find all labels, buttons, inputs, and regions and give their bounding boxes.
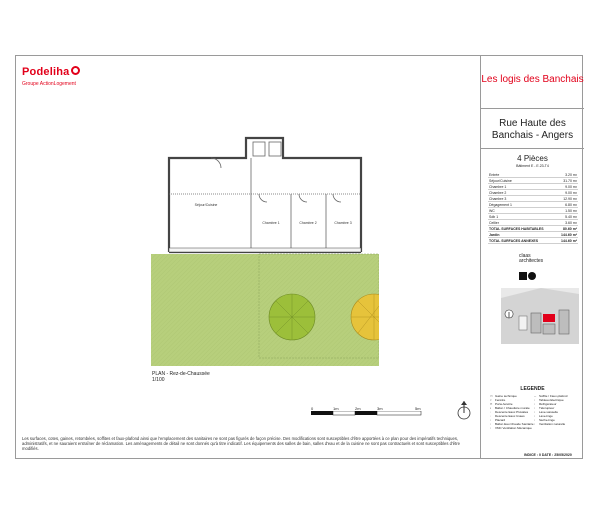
legend-symbol-icon: ⊓	[490, 402, 493, 406]
legend-symbol-icon: ▫	[534, 422, 536, 426]
legend-symbol-icon: ▫	[490, 422, 492, 426]
plan-caption	[152, 371, 210, 383]
legend-label: Ballon / Chaudière murale	[495, 406, 530, 410]
legend-label: Placard	[495, 418, 506, 422]
room-label-chambre-3: Chambre 3	[334, 221, 352, 225]
legend-symbol-icon: ▫	[534, 406, 536, 410]
surface-label: Chambre 1	[488, 184, 556, 190]
surface-value: 144.60 m²	[556, 232, 578, 238]
architect-name: claas	[519, 253, 531, 259]
surface-table	[488, 172, 578, 244]
legal-disclaimer: Les surfaces, cotes, gaines, retombées, soffites et faux-plafond ainsi que l'emplacement des sanitaires ne sont pas figurés de façon précise. Des modifications sont susceptibles d'être apportées à ce plan pour des impératifs techniques, administratifs, et ne sauraient entraîner de réclamation. Les aménagements de détail ne sont donnés qu'à titre indicatif. Les équipements des salles de bain, salles d'eau et de la cuisine ne sont pas contractuels et sont susceptibles d'être modifiés.	[22, 436, 460, 452]
scale-tick-label: 0	[311, 406, 314, 411]
surface-label: TOTAL SURFACES HABITABLES	[488, 226, 556, 232]
surface-value: 6.80 m²	[556, 202, 578, 208]
floor-plan	[151, 136, 379, 368]
surface-value: 5.40 m²	[556, 214, 578, 220]
legend-label: Lave-vaisselle	[539, 410, 559, 414]
sheet-divider	[480, 56, 481, 458]
architect-circle-icon	[528, 272, 536, 280]
surface-label: WC	[488, 208, 556, 214]
legend-symbol-icon: ▭	[490, 394, 493, 398]
architect-mark-icon	[519, 267, 536, 285]
surface-value: 9.00 m²	[556, 184, 578, 190]
surface-value: 80.60 m²	[556, 226, 578, 232]
legend-title: LEGENDE	[520, 386, 545, 392]
building-ref: Bâtiment E - E.23-T4	[516, 164, 549, 168]
legend-symbol-icon: ─	[534, 394, 537, 398]
scale-tick-label: 3m	[377, 406, 383, 411]
legend-label: Ventilation naturelle	[539, 422, 566, 426]
plan-scale: 1/100	[152, 377, 165, 383]
legend-label: Fenêtre	[495, 398, 506, 402]
project-address: Rue Haute des Banchais - Angers	[491, 118, 574, 141]
surface-label: Séjour/Cuisine	[488, 178, 556, 184]
plan-sheet	[15, 55, 583, 459]
surface-value: 31.70 m²	[556, 178, 578, 184]
surface-label: Jardin	[488, 232, 556, 238]
north-arrow-icon	[456, 401, 472, 421]
legend-symbol-icon: ▫	[490, 426, 492, 430]
surface-label: TOTAL SURFACES ANNEXES	[488, 238, 556, 244]
room-label-sejour: Séjour/Cuisine	[194, 203, 218, 207]
legend	[490, 394, 580, 430]
surface-value: 12.90 m²	[556, 196, 578, 202]
legend-symbol-icon: ▪	[490, 406, 492, 410]
scale-tick-label: 5m	[415, 406, 421, 411]
legend-label: Descente Eaux Pluviales	[495, 410, 529, 414]
scale-tick-label: 2m	[355, 406, 361, 411]
surface-label: Entrée	[488, 172, 556, 178]
legend-symbol-icon: ◦	[490, 410, 492, 414]
surface-value: 3.20 m²	[556, 172, 578, 178]
legend-symbol-icon: ▫	[534, 418, 536, 422]
legend-column-right	[534, 394, 578, 426]
legend-label: Gaine technique	[495, 394, 517, 398]
surface-label: Chambre 3	[488, 196, 556, 202]
plan-title: PLAN - Rez-de-Chaussée	[152, 371, 210, 377]
legend-item	[534, 422, 578, 426]
surface-label: Cellier	[488, 220, 556, 226]
address-separator	[481, 148, 584, 149]
scale-tick-label: 1m	[333, 406, 339, 411]
unit-type: 4 Pièces	[517, 154, 548, 163]
logo-row	[22, 62, 102, 80]
surface-value: 3.60 m²	[556, 220, 578, 226]
project-title: Les logis des Banchais	[481, 74, 584, 85]
legend-symbol-icon: ▿	[490, 398, 492, 402]
room-label-chambre-1: Chambre 1	[262, 221, 280, 225]
legend-label: Sèche-linge	[539, 418, 555, 422]
surface-label: Chambre 2	[488, 190, 556, 196]
revision-index: INDICE : 0 DATE : 25/05/2020	[524, 453, 572, 457]
legend-label: Tableau Electrique	[539, 398, 564, 402]
surface-label: Sdb 1	[488, 214, 556, 220]
legend-label: Descente Eaux Usées	[495, 414, 525, 418]
legend-label: Télérupteur	[539, 406, 555, 410]
legend-item	[490, 426, 534, 430]
legend-column-left	[490, 394, 534, 430]
brand-mark-icon	[71, 66, 80, 75]
legend-label: Soffite / Faux-plafond	[539, 394, 568, 398]
surface-value: 144.60 m²	[556, 238, 578, 244]
legend-symbol-icon: ▫	[534, 410, 536, 414]
legend-label: VMC Ventilation Mécanique	[495, 426, 532, 430]
legend-symbol-icon: ▫	[534, 398, 536, 402]
legend-label: Porte-fenêtre	[495, 402, 513, 406]
surface-value: 9.00 m²	[556, 190, 578, 196]
legend-label: Ballon Eau Chaude Sanitaire	[495, 422, 534, 426]
brand-tagline: Groupe ActionLogement	[22, 81, 76, 87]
surface-label: Dégagement 1	[488, 202, 556, 208]
architect-square-icon	[519, 272, 527, 280]
legend-symbol-icon: ▫	[490, 418, 492, 422]
legend-symbol-icon: ◦	[490, 414, 492, 418]
legend-symbol-icon: ▫	[534, 402, 536, 406]
brand-logo	[22, 62, 102, 87]
surface-total-row	[488, 238, 578, 244]
architect-subtitle: architectes	[519, 258, 544, 264]
room-label-chambre-2: Chambre 2	[299, 221, 317, 225]
legend-label: Lave-linge	[539, 414, 553, 418]
title-separator	[481, 108, 584, 109]
architect-logo	[519, 254, 543, 264]
brand-name: Podeliha	[22, 66, 70, 78]
surface-value: 1.50 m²	[556, 208, 578, 214]
legend-label: Réfrigérateur	[539, 402, 557, 406]
site-location-map	[501, 288, 579, 344]
scale-bar	[311, 411, 423, 416]
legend-symbol-icon: ▫	[534, 414, 536, 418]
